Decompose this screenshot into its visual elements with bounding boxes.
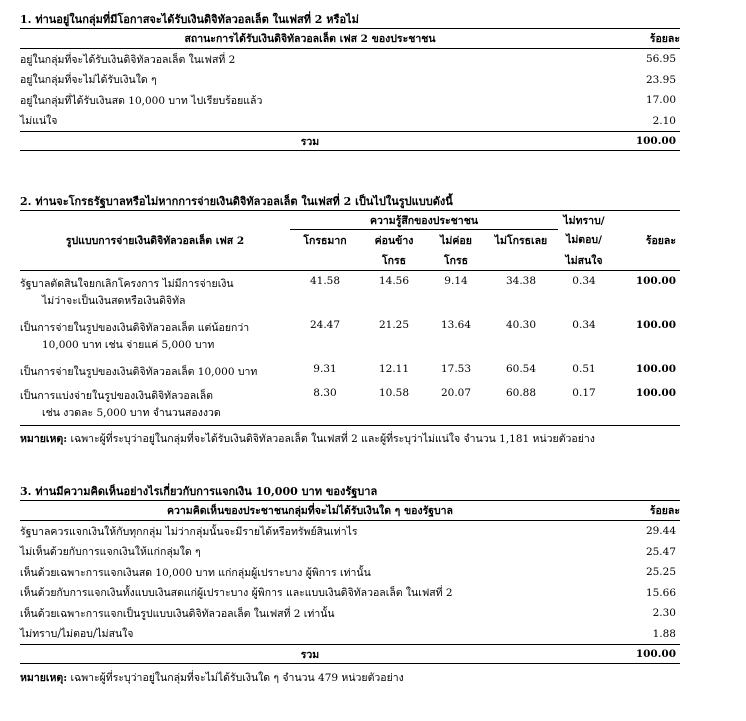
table-row (20, 583, 680, 604)
cell-value: 40.30 (505, 319, 537, 331)
table-row (20, 383, 680, 426)
row-label-cont: เช่น งวดละ 5,000 บาท จำนวนสองงวด (42, 407, 221, 419)
table-row (20, 542, 680, 563)
section-1-heading: 1. ท่านอยู่ในกลุ่มที่มีโอกาสจะได้รับเงินดิจิทัลวอลเล็ต ในเฟสที่ 2 หรือไม่ (20, 13, 359, 26)
cell-value: 41.58 (309, 275, 341, 287)
cell-value: 9.31 (313, 363, 337, 375)
s2-sub-head-2: โกรธ (428, 250, 484, 271)
row-label: อยู่ในกลุ่มที่จะได้รับเงินดิจิทัลวอลเล็ต ในเฟสที่ 2 (20, 53, 236, 66)
s2-pct-head: ร้อยละ (610, 211, 680, 271)
row-label: เป็นการจ่ายในรูปของเงินดิจิทัลวอลเล็ต 10,000 บาท (20, 366, 258, 378)
table-row (20, 315, 680, 359)
cell-value: 60.54 (505, 363, 537, 375)
s2-sub-head: โกรธมาก (303, 234, 347, 247)
note-text: เฉพาะผู้ที่ระบุว่าอยู่ในกลุ่มที่จะได้รับเงินดิจิทัลวอลเล็ต ในเฟสที่ 2 และผู้ที่ระบุว่าไม่แน่ใจ จำนวน 1,181 หน่วยตัวอย่าง (67, 433, 595, 445)
s2-sub-head: ไม่ค่อย (440, 234, 472, 247)
cell-value: 21.25 (378, 319, 410, 331)
row-label: ไม่ทราบ/ไม่ตอบ/ไม่สนใจ (20, 628, 134, 641)
table-row (20, 359, 680, 383)
row-value: 25.47 (645, 545, 676, 558)
note-label: หมายเหตุ: (20, 433, 68, 445)
row-value: 2.30 (652, 607, 676, 620)
row-label: เห็นด้วยเฉพาะการแจกเป็นรูปแบบเงินดิจิทัลวอลเล็ต ในเฟสที่ 2 เท่านั้น (20, 607, 335, 620)
row-label: เห็นด้วยเฉพาะการแจกเงินสด 10,000 บาท แก่กลุ่มผู้เปราะบาง ผู้พิการ เท่านั้น (20, 566, 371, 579)
section-2-heading: 2. ท่านจะโกรธรัฐบาลหรือไม่หากการจ่ายเงินดิจิทัลวอลเล็ต ในเฟสที่ 2 เป็นไปในรูปแบบดังนี้ (20, 195, 453, 208)
row-label: รัฐบาลควรแจกเงินให้กับทุกกลุ่ม ไม่ว่ากลุ่มนั้นจะมีรายได้หรือทรัพย์สินเท่าไร (20, 525, 358, 538)
section-3 (20, 482, 680, 686)
section-3-note (20, 669, 680, 686)
table-row (20, 521, 680, 542)
cell-value: 14.56 (378, 275, 410, 287)
table-row (20, 603, 680, 624)
row-label: ไม่แน่ใจ (20, 115, 58, 128)
s2-group-head: ความรู้สึกของประชาชน (290, 211, 558, 230)
section-2 (20, 192, 680, 447)
cell-value: 13.64 (440, 319, 472, 331)
total-label: รวม (20, 132, 600, 151)
row-label: เห็นด้วยกับการแจกเงินทั้งแบบเงินสดแก่ผู้เปราะบาง ผู้พิการ และแบบเงินดิจิทัลวอลเล็ต ในเฟสที่ 2 (20, 587, 453, 600)
s2-sub-head: ไม่โกรธเลย (494, 234, 548, 247)
row-value: 17.00 (645, 94, 676, 107)
row-label: เป็นการจ่ายในรูปของเงินดิจิทัลวอลเล็ต แต่น้อยกว่า (20, 322, 250, 334)
row-label: ไม่เห็นด้วยกับการแจกเงินให้แก่กลุ่มใด ๆ (20, 546, 201, 559)
total-label: รวม (20, 645, 600, 664)
s2-unsure-head-2: ไม่ตอบ/ (566, 234, 602, 247)
cell-value: 17.53 (440, 363, 472, 375)
table-row (20, 624, 680, 645)
table-row (20, 70, 680, 91)
cell-value: 0.34 (572, 319, 596, 331)
row-value: 2.10 (652, 114, 676, 127)
cell-value: 20.07 (428, 383, 484, 426)
s2-sub-head-2: โกรธ (360, 250, 428, 271)
row-label-cont: ไม่ว่าจะเป็นเงินสดหรือเงินดิจิทัล (42, 295, 186, 307)
total-value: 100.00 (600, 132, 680, 151)
table-row (20, 271, 680, 316)
s2-unsure-head-3: ไม่สนใจ (558, 250, 610, 271)
s2-sub-head: ค่อนข้าง (374, 234, 414, 247)
note-text: เฉพาะผู้ที่ระบุว่าอยู่ในกลุ่มที่จะไม่ได้รับเงินใด ๆ จำนวน 479 หน่วยตัวอย่าง (67, 672, 404, 684)
section-1 (20, 10, 680, 151)
row-value: 23.95 (645, 73, 676, 86)
s2-unsure-head-1: ไม่ทราบ/ (558, 211, 610, 230)
section-3-table (20, 500, 680, 664)
row-label: อยู่ในกลุ่มที่ได้รับเงินสด 10,000 บาท ไปเรียบร้อยแล้ว (20, 94, 263, 107)
total-row (20, 645, 680, 664)
cell-value: 9.14 (444, 275, 468, 287)
cell-value: 10.58 (360, 383, 428, 426)
total-row (20, 132, 680, 151)
s3-col-head: ความคิดเห็นของประชาชนกลุ่มที่จะไม่ได้รับเงินใด ๆ ของรัฐบาล (20, 501, 600, 521)
table-row (20, 49, 680, 70)
row-total: 100.00 (635, 275, 676, 287)
row-value: 29.44 (645, 525, 676, 538)
row-value: 1.88 (652, 627, 676, 640)
row-label: เป็นการแบ่งจ่ายในรูปของเงินดิจิทัลวอลเล็ต (20, 390, 214, 402)
cell-value: 24.47 (309, 319, 341, 331)
section-1-table (20, 28, 680, 151)
note-label: หมายเหตุ: (20, 672, 68, 684)
row-label-cont: 10,000 บาท เช่น จ่ายแค่ 5,000 บาท (42, 339, 215, 351)
table-row (20, 90, 680, 111)
table-row (20, 562, 680, 583)
row-value: 15.66 (645, 586, 676, 599)
s2-col-head: รูปแบบการจ่ายเงินดิจิทัลวอลเล็ต เฟส 2 (20, 211, 290, 271)
cell-value: 0.17 (558, 383, 610, 426)
s1-pct-head: ร้อยละ (600, 29, 680, 49)
cell-value: 8.30 (290, 383, 360, 426)
s3-pct-head: ร้อยละ (600, 501, 680, 521)
section-2-note (20, 430, 680, 447)
section-3-heading: 3. ท่านมีความคิดเห็นอย่างไรเกี่ยวกับการแจกเงิน 10,000 บาท ของรัฐบาล (20, 485, 378, 498)
cell-value: 34.38 (505, 275, 537, 287)
cell-value: 0.51 (572, 363, 596, 375)
row-value: 25.25 (645, 566, 676, 579)
section-2-table (20, 210, 680, 426)
row-total: 100.00 (635, 363, 676, 375)
cell-value: 60.88 (484, 383, 558, 426)
cell-value: 0.34 (572, 275, 596, 287)
row-total: 100.00 (635, 319, 676, 331)
row-label: อยู่ในกลุ่มที่จะไม่ได้รับเงินใด ๆ (20, 74, 157, 87)
cell-value: 12.11 (378, 363, 410, 375)
row-total: 100.00 (610, 383, 680, 426)
total-value: 100.00 (600, 645, 680, 664)
row-value: 56.95 (645, 53, 676, 66)
s1-col-head: สถานะการได้รับเงินดิจิทัลวอลเล็ต เฟส 2 ของประชาชน (20, 29, 600, 49)
table-row (20, 111, 680, 132)
row-label: รัฐบาลตัดสินใจยกเลิกโครงการ ไม่มีการจ่ายเงิน (20, 278, 234, 290)
